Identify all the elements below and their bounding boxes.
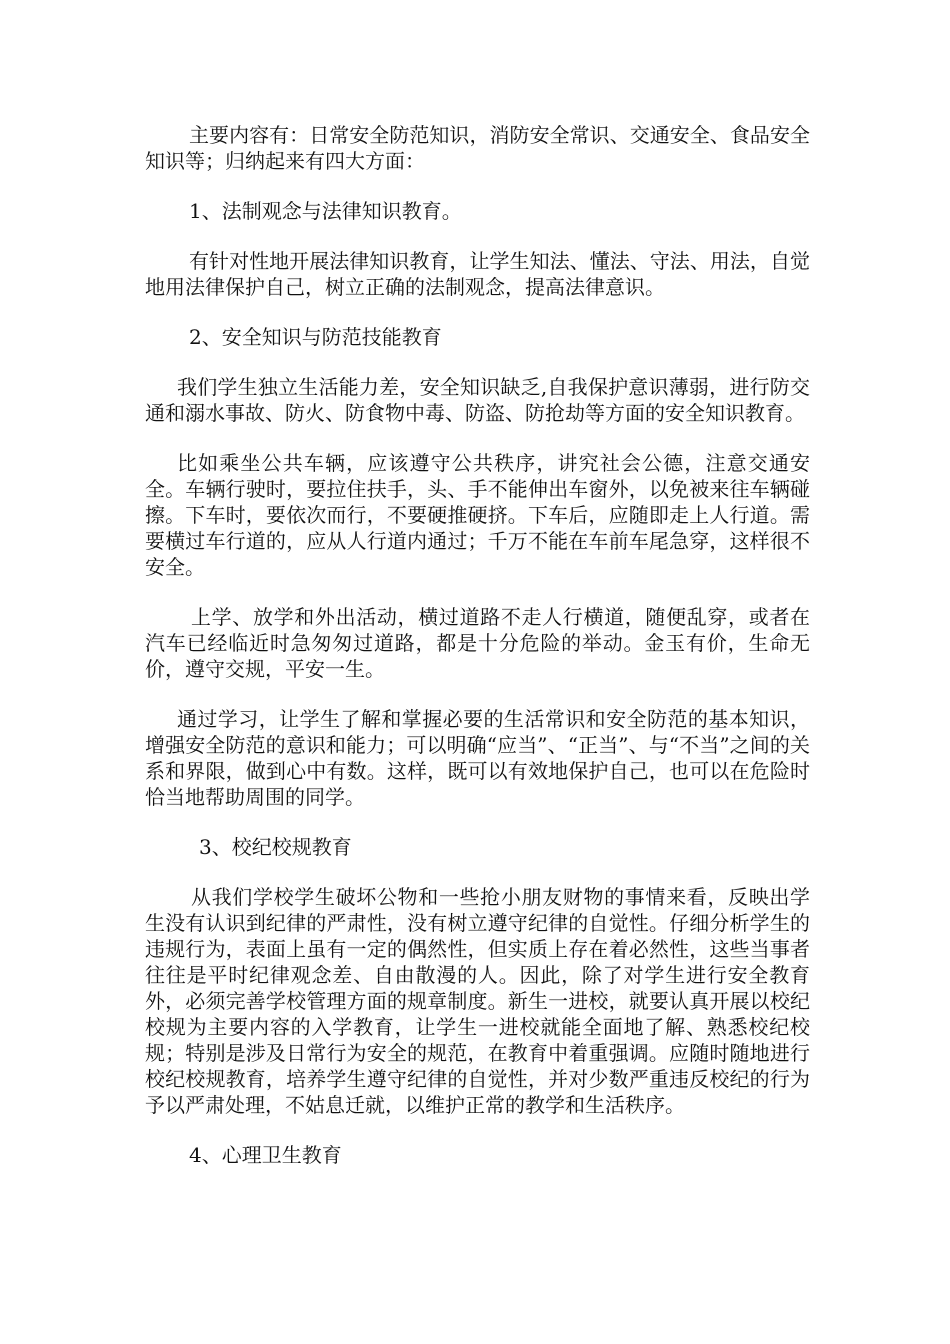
section-heading-2: 2、安全知识与防范技能教育 — [189, 325, 442, 349]
document-body — [145, 122, 810, 1192]
section-heading-3: 3、校纪校规教育 — [199, 835, 352, 859]
section-heading-1: 1、法制观念与法律知识教育。 — [189, 199, 462, 223]
section-2-paragraph-4: 通过学习，让学生了解和掌握必要的生活常识和安全防范的基本知识，增强安全防范的意识和能力；可以明确“应当”、“正当”、与“不当”之间的关系和界限，做到心中有数。这样，既可以有效地保护自己，也可以在危险时恰当地帮助周围的同学。 — [145, 707, 810, 809]
section-3-paragraph: 从我们学校学生破坏公物和一些抢小朋友财物的事情来看，反映出学生没有认识到纪律的严肃性，没有树立遵守纪律的自觉性。仔细分析学生的违规行为，表面上虽有一定的偶然性，但实质上存在着必然性，这些当事者往往是平时纪律观念差、自由散漫的人。因此，除了对学生进行安全教育外，必须完善学校管理方面的规章制度。新生一进校，就要认真开展以校纪校规为主要内容的入学教育，让学生一进校就能全面地了解、熟悉校纪校规；特别是涉及日常行为安全的规范，在教育中着重强调。应随时随地进行校纪校规教育，培养学生遵守纪律的自觉性，并对少数严重违反校纪的行为予以严肃处理，不姑息迁就，以维护正常的教学和生活秩序。 — [145, 885, 810, 1117]
intro-paragraph: 主要内容有：日常安全防范知识，消防安全常识、交通安全、食品安全知识等；归纳起来有四大方面： — [145, 123, 810, 173]
section-2-paragraph-2: 比如乘坐公共车辆，应该遵守公共秩序，讲究社会公德，注意交通安全。车辆行驶时，要拉住扶手，头、手不能伸出车窗外，以免被来往车辆碰擦。下车时，要依次而行，不要硬推硬挤。下车后，应随即走上人行道。需要横过车行道的，应从人行道内通过；千万不能在车前车尾急穿，这样很不安全。 — [145, 451, 810, 579]
section-heading-4: 4、心理卫生教育 — [189, 1143, 342, 1167]
section-1-paragraph: 有针对性地开展法律知识教育，让学生知法、懂法、守法、用法，自觉地用法律保护自己，树立正确的法制观念，提高法律意识。 — [145, 249, 810, 299]
section-2-paragraph-1: 我们学生独立生活能力差，安全知识缺乏,自我保护意识薄弱，进行防交通和溺水事故、防火、防食物中毒、防盗、防抢劫等方面的安全知识教育。 — [145, 375, 810, 425]
section-2-paragraph-3: 上学、放学和外出活动，横过道路不走人行横道，随便乱穿，或者在汽车已经临近时急匆匆过道路，都是十分危险的举动。金玉有价，生命无价，遵守交规，平安一生。 — [145, 605, 810, 681]
